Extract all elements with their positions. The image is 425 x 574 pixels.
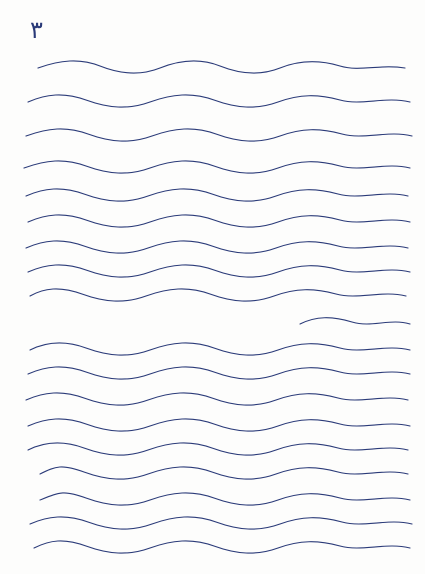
handwriting-paragraph-2 (26, 343, 410, 479)
page-number: ۳ (30, 16, 43, 44)
handwriting-paragraph-1 (24, 61, 412, 324)
handwriting-paragraph-3 (30, 493, 412, 553)
